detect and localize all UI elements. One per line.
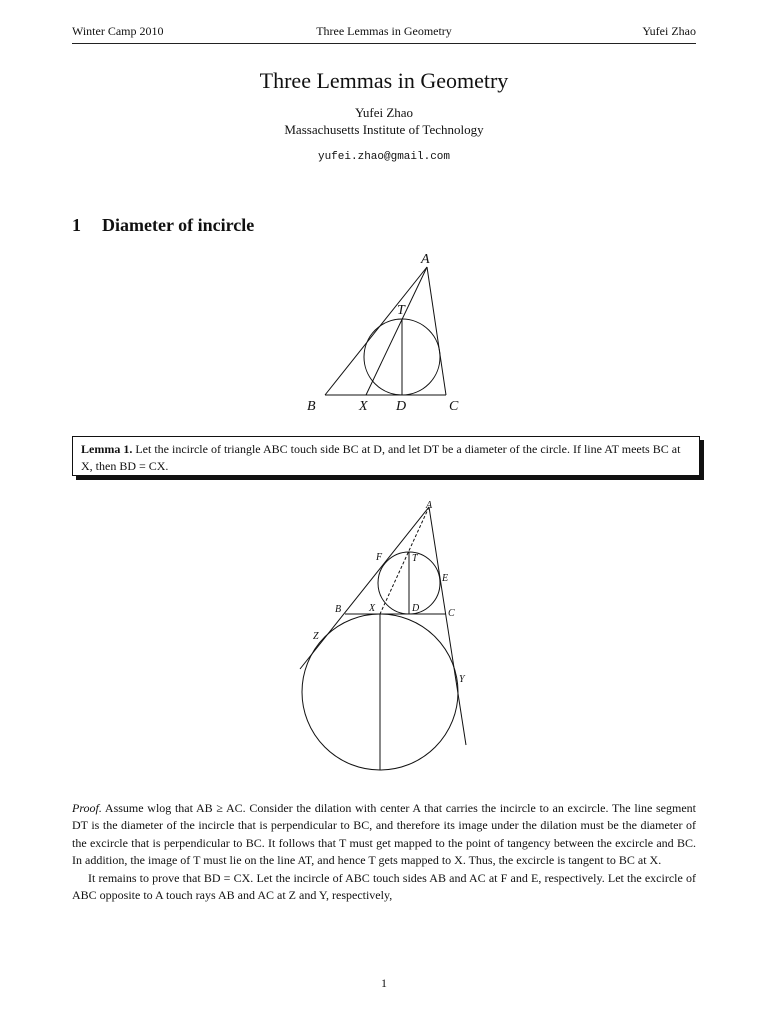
fig2-label-c: C	[448, 608, 455, 619]
figure-1-diagram	[0, 0, 768, 430]
fig1-label-b: B	[307, 399, 316, 414]
lemma-box	[72, 436, 700, 476]
header-right: Yufei Zhao	[642, 24, 696, 38]
fig1-label-t: T	[397, 303, 405, 318]
fig2-line-ay	[429, 507, 466, 745]
figure-2-diagram	[0, 480, 768, 790]
fig2-label-x: X	[369, 603, 376, 614]
fig1-label-x: X	[359, 399, 368, 414]
lemma-text: Let the incircle of triangle ABC touch side BC at D, and let DT be a diameter of the circle. If line AT meets BC at X, then BD = CX.	[81, 442, 681, 473]
fig1-side-ab	[325, 267, 427, 395]
proof-body	[72, 800, 696, 904]
author-affiliation: Massachusetts Institute of Technology	[284, 122, 484, 137]
proof-paragraph-1	[72, 800, 696, 870]
fig2-label-f: F	[376, 552, 383, 563]
proof-label: Proof.	[72, 801, 102, 815]
lemma-label: Lemma 1.	[81, 442, 133, 456]
paper-title: Three Lemmas in Geometry	[259, 68, 509, 93]
fig2-label-e: E	[442, 573, 449, 584]
proof-paragraph-2: It remains to prove that BD = CX. Let the incircle of ABC touch sides AB and AC at F and E, respectively. Let the excircle of ABC opposite to A touch rays AB and AC at Z and Y, respectively,	[72, 870, 696, 903]
fig2-label-d: D	[412, 603, 420, 614]
fig2-label-a: A	[426, 500, 433, 511]
fig2-line-az	[300, 507, 429, 669]
section-number: 1	[72, 215, 81, 235]
author-name: Yufei Zhao	[354, 105, 414, 120]
proof-paragraph-1-text: Assume wlog that AB ≥ AC. Consider the dilation with center A that carries the incircle to an excircle. The line segment DT is the diameter of the incircle that is perpendicular to BC, and therefore its image under the dilation must be the diameter of the excircle that is perpendicular to BC. It follows that T must get mapped to the point of tangency between the excircle and BC. In addition, the image of T must lie on the line AT, and hence T gets mapped to X. Thus, the excircle is tangent to BC at X.	[72, 801, 696, 868]
section-title: Diameter of incircle	[102, 215, 255, 235]
fig1-line-ax	[366, 267, 427, 395]
fig2-label-t: T	[412, 553, 418, 564]
header-left: Winter Camp 2010	[72, 24, 164, 38]
fig2-label-b: B	[335, 604, 342, 615]
fig1-label-a: A	[421, 252, 430, 267]
fig2-label-y: Y	[459, 674, 465, 685]
author-email: yufei.zhao@gmail.com	[317, 151, 451, 163]
page-number: 1	[381, 976, 387, 990]
fig2-label-z: Z	[313, 631, 319, 642]
fig1-label-c: C	[449, 399, 459, 414]
header-center: Three Lemmas in Geometry	[316, 24, 452, 38]
fig1-label-d: D	[396, 399, 407, 414]
